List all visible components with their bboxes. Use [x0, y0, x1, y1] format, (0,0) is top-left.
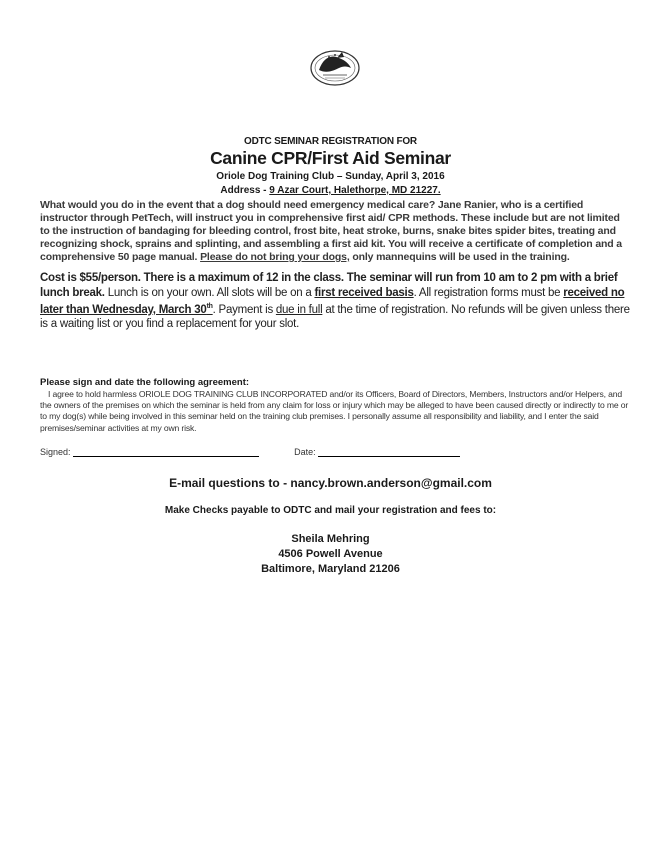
club-logo-icon: [309, 48, 361, 88]
description-text: What would you do in the event that a dog should need emergency medical care? Jane Ranier, who is a certified instructor through PetTech, will instruct you in comprehensive first aid/ CPR methods. These include but are not limited to the instruction of bandaging for bleeding control, frost bite, heat stroke, burns, snake bites spider bites, treating and recognizing shock, sprains and splinting, and assembling a first aid kit. You will receive a certificate of completion and a comprehensive 50 page manual.: [40, 199, 622, 263]
cost-summary: Cost is $55/person. There is a maximum of 12 in the class. The seminar will run from 10 am to 2 pm with a brief lunch break.: [40, 272, 618, 299]
mail-street: 4506 Powell Avenue: [278, 548, 383, 560]
mail-city: Baltimore, Maryland 21206: [261, 563, 400, 575]
form-subtitle: ODTC SEMINAR REGISTRATION FOR: [244, 136, 417, 147]
date-field[interactable]: [318, 446, 460, 457]
agreement-text: I agree to hold harmless ORIOLE DOG TRAINING CLUB INCORPORATED and/or its Officers, Board of Directors, Members, Instructors and/or Helpers, and the owners of the premises on which the seminar is held from any claim for loss or injury which may be alleged to have been caused directly or indirectly to me or to my dog(s) while being involved in this seminar held on the training club premises. I personally assume all responsibility and liability, and I enter the said premises/seminar activities at my own risk.: [40, 389, 629, 433]
no-dogs-notice: Please do not bring your dogs,: [200, 251, 350, 263]
lunch-text: Lunch is on your own. All slots will be on a: [104, 286, 315, 299]
refund-text: at the time of registration. No refunds will be given unless there is a waiting list or you find a replacement for your slot.: [40, 303, 630, 331]
address-line: [0, 185, 661, 196]
deadline-suffix: th: [206, 303, 213, 310]
first-received-basis: first received basis: [314, 286, 414, 299]
mail-recipient: Sheila Mehring: [291, 533, 370, 545]
club-date-line: Oriole Dog Training Club – Sunday, April 3, 2016: [216, 171, 445, 182]
signature-row: [40, 446, 460, 457]
registration-text: . All registration forms must be: [413, 286, 564, 299]
page-title: Canine CPR/First Aid Seminar: [210, 148, 451, 168]
signature-field[interactable]: [73, 446, 259, 457]
agreement-heading: Please sign and date the following agreement:: [40, 377, 250, 388]
seminar-description: [40, 199, 625, 264]
due-in-full: due in full: [275, 303, 323, 316]
description-text-end: only mannequins will be used in the training.: [349, 251, 570, 263]
deadline-text: received no later than Wednesday, March 30: [40, 286, 625, 316]
payment-instructions: Make Checks payable to ODTC and mail your registration and fees to:: [164, 505, 497, 516]
email-contact: E-mail questions to - nancy.brown.anderson@gmail.com: [169, 476, 492, 490]
payment-text: . Payment is: [212, 303, 276, 316]
address-value: 9 Azar Court, Halethorpe, MD 21227.: [269, 185, 441, 196]
signed-label: Signed:: [40, 447, 71, 457]
address-label: Address -: [220, 185, 270, 196]
date-label: Date:: [294, 447, 316, 457]
cost-details: [40, 271, 630, 332]
